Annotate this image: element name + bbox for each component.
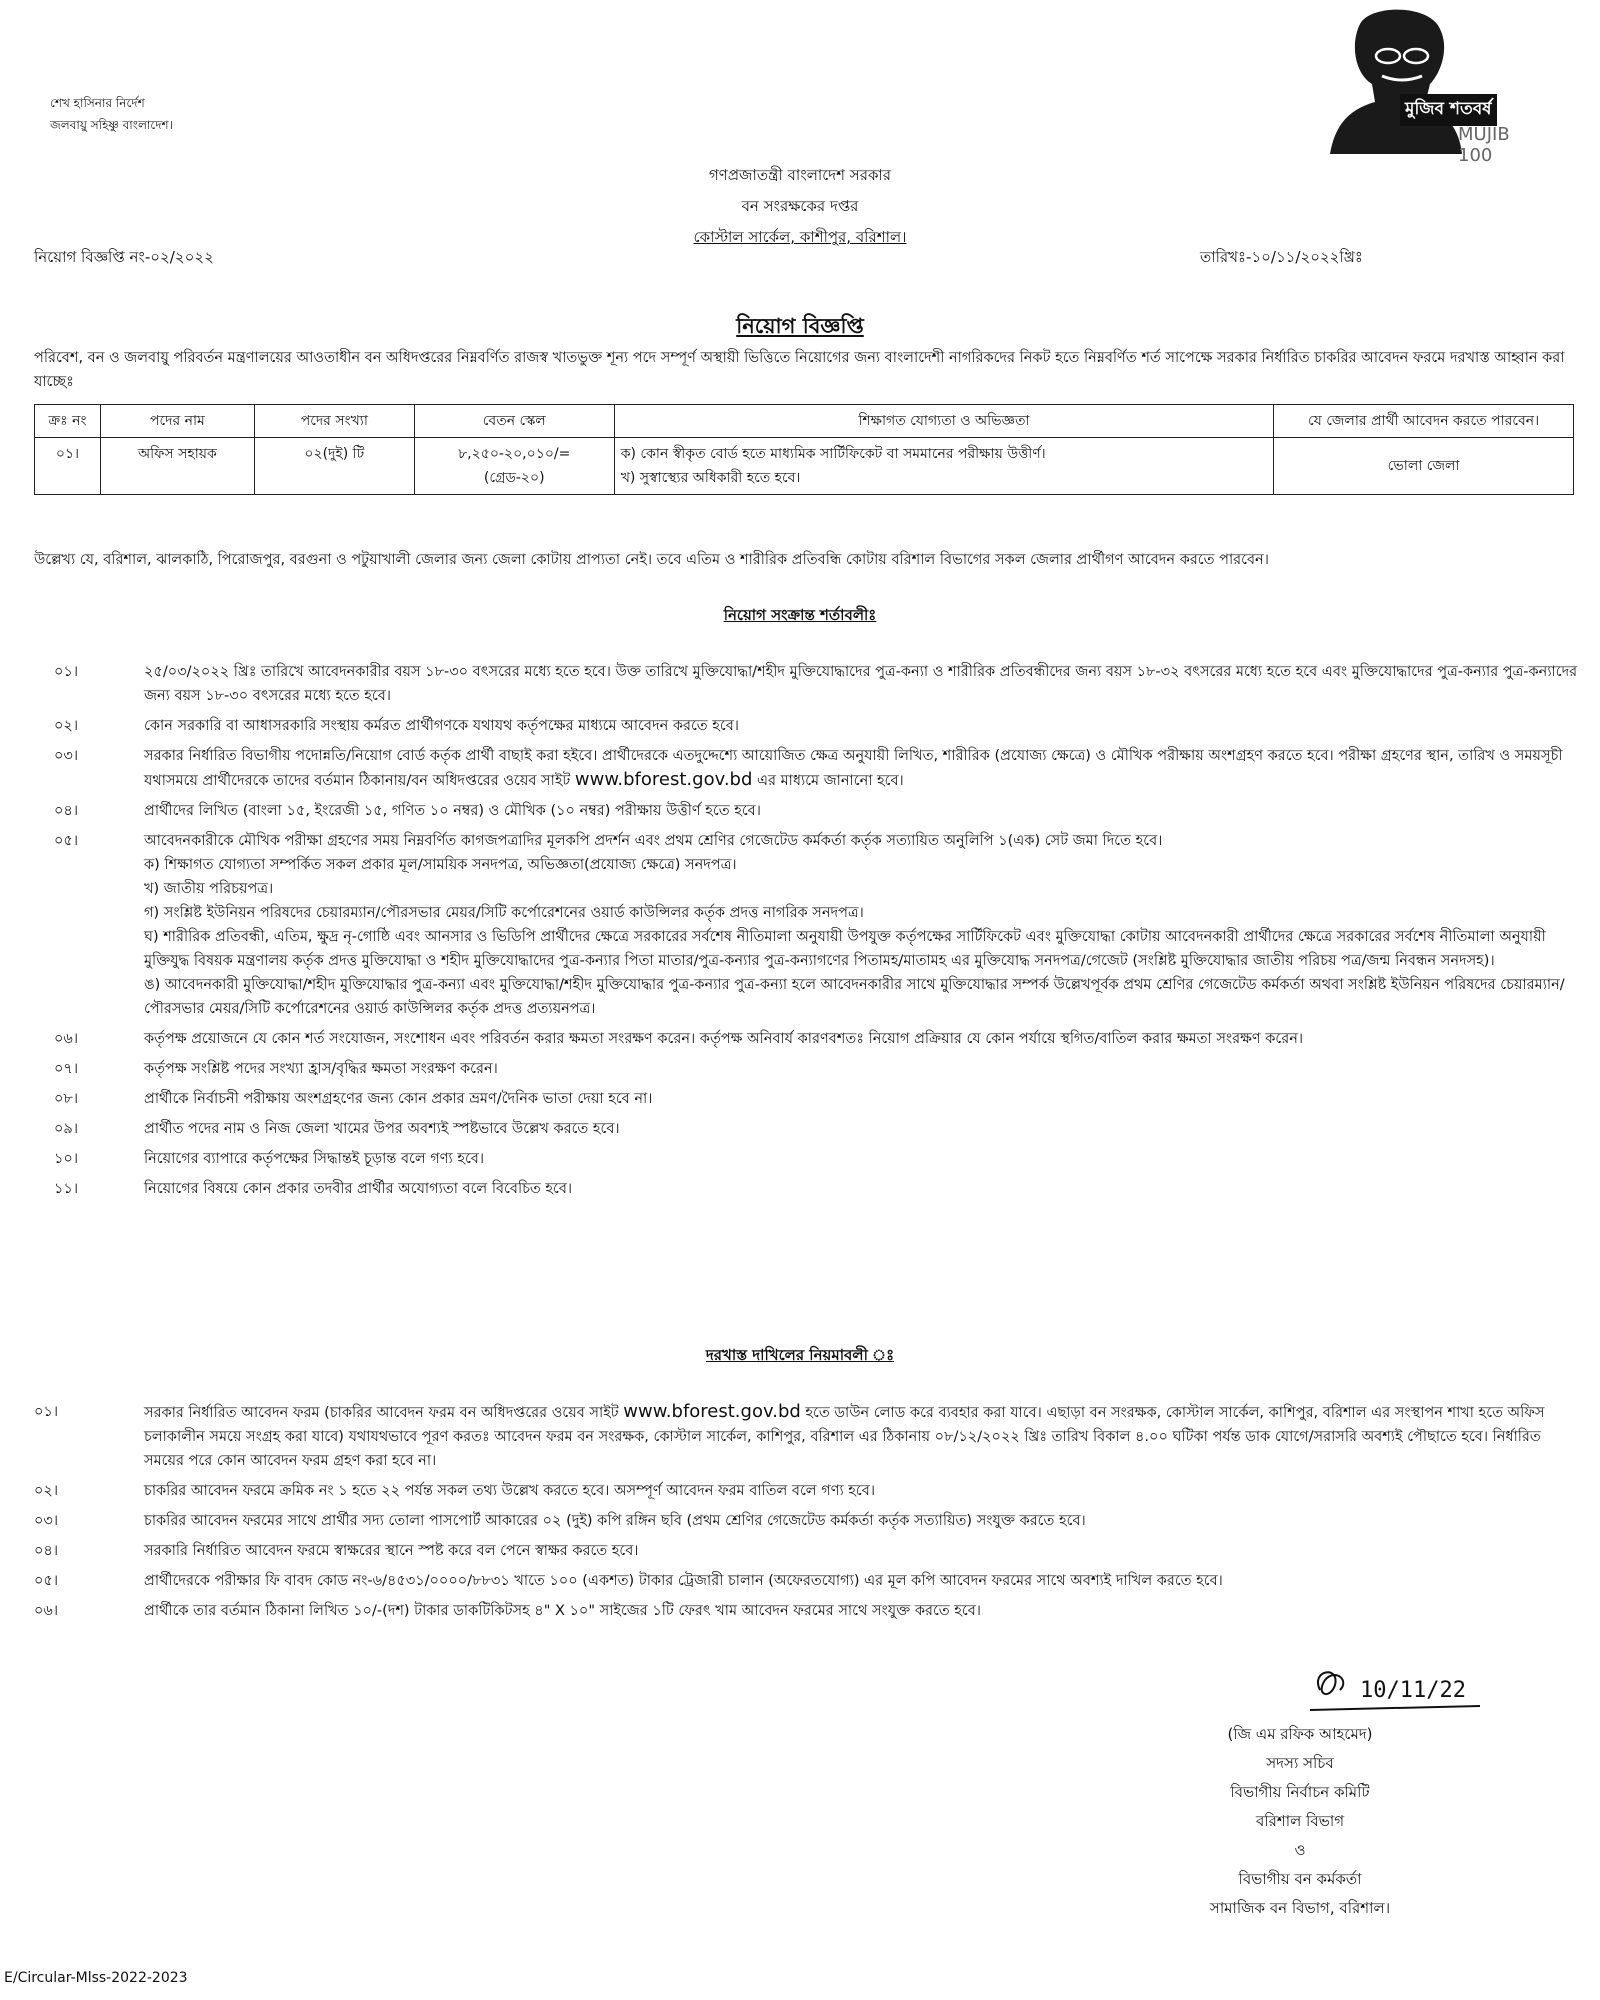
qualification-2: খ) সুস্বাস্থ্যের অধিকারী হতে হবে। bbox=[620, 470, 801, 486]
item-text: নিয়োগের ব্যাপারে কর্তৃপক্ষের সিদ্ধান্তই চূড়ান্ত বলে গণ্য হবে। bbox=[144, 1151, 485, 1167]
scale-amount: ৮,২৫০-২০,০১০/= bbox=[458, 446, 571, 462]
item-text bbox=[144, 829, 1584, 1021]
cell-scale bbox=[414, 438, 614, 495]
list-item bbox=[34, 660, 1584, 708]
website-link[interactable]: www.bforest.gov.bd bbox=[574, 769, 753, 790]
item-text: নিয়োগের বিষয়ে কোন প্রকার তদবীর প্রার্থীর অযোগ্যতা বলে বিবেচিত হবে। bbox=[144, 1181, 573, 1197]
item-number: ০৬। bbox=[34, 1603, 59, 1619]
sub-item: খ) জাতীয় পরিচয়পত্র। bbox=[144, 881, 274, 897]
item-text-part-a: সরকার নির্ধারিত বিভাগীয় পদোন্নতি/নিয়োগ বোর্ড কর্তৃক প্রার্থী বাছাই করা হইবে। প্রার্থীদেরকে এতদুদ্দেশ্যে আয়োজিত ক্ষেত্র অনুযায়ী লিখিত, শারীরিক (প্রযোজ্য ক্ষেত্রে) ও মৌখিক পরীক্ষায় অংশগ্রহণ করতে হবে। পরীক্ষা গ্রহণের স্থান, তারিখ ও সময়সূচী যথাসময়ে প্রার্থীদেরকে তাদের বর্তমান ঠিকানায়/বন অধিদপ্তরের ওয়েব সাইট bbox=[144, 748, 1563, 789]
signatory-name: (জি এম রফিক আহমেদ) bbox=[1227, 1725, 1373, 1743]
cell-post: অফিস সহায়ক bbox=[100, 438, 254, 495]
conditions-title: নিয়োগ সংক্রান্ত শর্তাবলীঃ bbox=[723, 606, 877, 624]
conditions-list bbox=[34, 660, 1584, 1201]
item-text: কর্তৃপক্ষ সংশ্লিষ্ট পদের সংখ্যা হ্রাস/বৃদ্ধির ক্ষমতা সংরক্ষণ করেন। bbox=[144, 1061, 498, 1077]
rules-list bbox=[34, 1400, 1584, 1623]
cell-qualification bbox=[614, 438, 1273, 495]
list-item bbox=[34, 829, 1584, 1021]
item-text-part-b: এর মাধ্যমে জানানো হবে। bbox=[757, 773, 904, 789]
item-number: ০৪। bbox=[54, 803, 79, 819]
item-text: প্রার্থীকে নির্বাচনী পরীক্ষায় অংশগ্রহণের জন্য কোন প্রকার ভ্রমণ/দৈনিক ভাতা দেয়া হবে না। bbox=[144, 1091, 653, 1107]
item-text-part-a: সরকার নির্ধারিত আবেদন ফরম (চাকরির আবেদন ফরম বন অধিদপ্তরের ওয়েব সাইট bbox=[144, 1405, 619, 1421]
list-item bbox=[34, 1569, 1584, 1593]
cell-count: ০২(দুই) টি bbox=[254, 438, 414, 495]
item-text: প্রার্থীদেরকে পরীক্ষার ফি বাবদ কোড নং-৬/৪৫৩১/০০০০/৮৮৩১ খাতে ১০০ (একশত) টাকার ট্রেজারী চালান (অফেরতযোগ্য) এর মূল কপি আবেদন ফরমের সাথে অবশ্যই দাখিল করতে হবে। bbox=[144, 1573, 1223, 1589]
list-item bbox=[34, 1087, 1584, 1111]
item-number: ০৫। bbox=[34, 1573, 59, 1589]
item-text: চাকরির আবেদন ফরমের সাথে প্রার্থীর সদ্য তোলা পাসপোর্ট আকারের ০২ (দুই) কপি রঙ্গিন ছবি (প্রথম শ্রেণির গেজেটেড কর্মকর্তা কর্তৃক সত্যায়িত) সংযুক্ত করতে হবে। bbox=[144, 1513, 1086, 1529]
cell-district: ভোলা জেলা bbox=[1274, 438, 1574, 495]
item-text: কর্তৃপক্ষ প্রয়োজনে যে কোন শর্ত সংযোজন, সংশোধন এবং পরিবর্তন করার ক্ষমতা সংরক্ষণ করেন। কর্তৃপক্ষ অনিবার্য কারণবশতঃ নিয়োগ প্রক্রিয়ার যে কোন পর্যায়ে স্থগিত/বাতিল করার ক্ষমতা সংরক্ষণ করেন। bbox=[144, 1031, 1304, 1047]
item-text: চাকরির আবেদন ফরমে ক্রমিক নং ১ হতে ২২ পর্যন্ত সকল তথ্য উল্লেখ করতে হবে। অসম্পূর্ণ আবেদন ফরম বাতিল বলে গণ্য হবে। bbox=[144, 1483, 876, 1499]
logo-text-en: MUJIB 100 bbox=[1458, 124, 1510, 166]
quota-note: উল্লেখ্য যে, বরিশাল, ঝালকাঠি, পিরোজপুর, বরগুনা ও পটুয়াখালী জেলার জন্য জেলা কোটায় প্রাপ্যতা নেই। তবে এতিম ও শারীরিক প্রতিবন্ধি কোটায় বরিশাল বিভাগের সকল জেলার প্রার্থীগণ আবেদন করতে পারবেন। bbox=[34, 552, 1269, 568]
item-text: প্রার্থীত পদের নাম ও নিজ জেলা খামের উপর অবশ্যই স্পষ্টভাবে উল্লেখ করতে হবে। bbox=[144, 1121, 620, 1137]
notice-title: নিয়োগ বিজ্ঞপ্তি bbox=[736, 314, 864, 338]
qualification-1: ক) কোন স্বীকৃত বোর্ড হতে মাধ্যমিক সার্টিফিকেট বা সমমানের পরীক্ষায় উত্তীর্ণ। bbox=[620, 446, 1046, 462]
item-text: কোন সরকারি বা আধাসরকারি সংস্থায় কর্মরত প্রার্থীগণকে যথাযথ কর্তৃপক্ষের মাধ্যমে আবেদন করতে হবে। bbox=[144, 718, 739, 734]
col-header-district: যে জেলার প্রার্থী আবেদন করতে পারবেন। bbox=[1274, 405, 1574, 438]
sub-item: ঙ) আবেদনকারী মুক্তিযোদ্ধা/শহীদ মুক্তিযোদ্ধার পুত্র-কন্যা এবং মুক্তিযোদ্ধা/শহীদ মুক্তিযোদ্ধার পুত্র-কন্যার পুত্র-কন্যা হলে আবেদনকারীর সাথে মুক্তিযোদ্ধার সম্পর্ক উল্লেখপূর্বক প্রথম শ্রেণির গেজেটেড কর্মকর্তা অথবা সংশ্লিষ্ট ইউনিয়ন পরিষদের চেয়ারম্যান/পৌরসভার মেয়র/সিটি কর্পোরেশনের ওয়ার্ড কাউন্সিলর কর্তৃক প্রদত্ত প্রত্যয়নপত্র। bbox=[144, 977, 1565, 1017]
scale-grade: (গ্রেড-২০) bbox=[483, 470, 545, 486]
col-header-post: পদের নাম bbox=[100, 405, 254, 438]
item-number: ০৩। bbox=[34, 1513, 59, 1529]
list-item bbox=[34, 744, 1584, 793]
list-item bbox=[34, 1027, 1584, 1051]
signatory-title-3: বরিশাল বিভাগ bbox=[1255, 1812, 1345, 1830]
signatory-and: ও bbox=[1294, 1841, 1306, 1859]
intro-paragraph: পরিবেশ, বন ও জলবায়ু পরিবর্তন মন্ত্রণালয়ের আওতাধীন বন অধিদপ্তরের নিম্নবর্ণিত রাজস্ব খাতভুক্ত শূন্য পদে সম্পূর্ণ অস্থায়ী ভিত্তিতে নিয়োগের জন্য বাংলাদেশী নাগরিকদের নিকট হতে নিম্নবর্ণিত শর্ত সাপেক্ষে সরকার নির্ধারিত চাকরির আবেদন ফরমে দরখাস্ত আহ্বান করা যাচ্ছেঃ bbox=[34, 350, 1565, 390]
notice-date: তারিখঃ-১০/১১/২০২২খ্রিঃ bbox=[1200, 248, 1363, 266]
item-number: ০৭। bbox=[54, 1061, 79, 1077]
header-office: বন সংরক্ষকের দপ্তর bbox=[741, 197, 859, 215]
item-number: ০৩। bbox=[54, 748, 79, 764]
sub-item: ক) শিক্ষাগত যোগ্যতা সম্পর্কিত সকল প্রকার মূল/সাময়িক সনদপত্র, অভিজ্ঞতা(প্রযোজ্য ক্ষেত্রে) সনদপত্র। bbox=[144, 857, 737, 873]
item-number: ০১। bbox=[34, 1404, 59, 1420]
table-row bbox=[35, 438, 1574, 495]
list-item bbox=[34, 1147, 1584, 1171]
table-header-row bbox=[35, 405, 1574, 438]
signatory-title-2: বিভাগীয় নির্বাচন কমিটি bbox=[1230, 1783, 1370, 1801]
mujib-100-logo bbox=[1290, 4, 1520, 166]
list-item bbox=[34, 1117, 1584, 1141]
list-item bbox=[34, 799, 1584, 823]
rules-title: দরখাস্ত দাখিলের নিয়মাবলী ঃ bbox=[705, 1346, 895, 1364]
posts-table bbox=[34, 404, 1574, 495]
item-text-part-b: হতে ডাউন লোড করে ব্যবহার করা যাবে। এছাড়া বন সংরক্ষক, কোস্টাল সার্কেল, কাশিপুর, বরিশাল এর সংস্থাপন শাখা হতে অফিস চলাকালীন সময়ে সংগ্রহ করা যাবে) যথাযথভাবে পূরণ করতঃ আবেদন ফরম বন সংরক্ষক, কোস্টাল সার্কেল, কাশিপুর, বরিশাল এর ঠিকানায় ০৮/১২/২০২২ খ্রিঃ তারিখ বিকাল ৪.০০ ঘটিকা পর্যন্ত ডাক যোগে/সরাসরি অবশ্যই পৌছাতে হবে। নির্ধারিত সময়ের পরে কোন আবেদন ফরম গ্রহণ করা হবে না। bbox=[144, 1405, 1545, 1469]
cell-serial: ০১। bbox=[35, 438, 101, 495]
list-item bbox=[34, 1177, 1584, 1201]
item-text: সরকারি নির্ধারিত আবেদন ফরমে স্বাক্ষরের স্থানে স্পষ্ট করে বল পেনে স্বাক্ষর করতে হবে। bbox=[144, 1543, 639, 1559]
list-item bbox=[34, 1539, 1584, 1563]
item-text: ২৫/০৩/২০২২ খ্রিঃ তারিখে আবেদনকারীর বয়স ১৮-৩০ বৎসরের মধ্যে হতে হবে। উক্ত তারিখে মুক্তিযোদ্ধা/শহীদ মুক্তিযোদ্ধাদের পুত্র-কন্যা ও শারীরিক প্রতিবন্ধীদের জন্য বয়স ১৮-৩২ বৎসরের মধ্যে হতে হবে এবং মুক্তিযোদ্ধাদের পুত্র-কন্যার পুত্র-কন্যাদের জন্য বয়স ১৮-৩০ বৎসরের মধ্যে হতে হবে। bbox=[144, 664, 1578, 704]
item-number: ০২। bbox=[34, 1483, 59, 1499]
signatory-title-5: সামাজিক বন বিভাগ, বরিশাল। bbox=[1209, 1899, 1391, 1917]
header-government: গণপ্রজাতন্ত্রী বাংলাদেশ সরকার bbox=[708, 166, 892, 184]
col-header-count: পদের সংখ্যা bbox=[254, 405, 414, 438]
item-number: ০২। bbox=[54, 718, 79, 734]
list-item bbox=[34, 1057, 1584, 1081]
item-number: ০৬। bbox=[54, 1031, 79, 1047]
item-text: প্রার্থীদের লিখিত (বাংলা ১৫, ইংরেজী ১৫, গণিত ১০ নম্বর) ও মৌখিক (১০ নম্বর) পরীক্ষায় উত্তীর্ণ হতে হবে। bbox=[144, 803, 761, 819]
signature-mark bbox=[1300, 1660, 1490, 1724]
item-number: ১১। bbox=[54, 1181, 79, 1197]
item-number: ০৯। bbox=[54, 1121, 79, 1137]
footer-code: E/Circular-Mlss-2022-2023 bbox=[4, 1970, 188, 1986]
col-header-scale: বেতন স্কেল bbox=[414, 405, 614, 438]
list-item bbox=[34, 1400, 1584, 1473]
item-text-main: আবেদনকারীকে মৌখিক পরীক্ষা গ্রহণের সময় নিম্নবর্ণিত কাগজপত্রাদির মূলকপি প্রদর্শন এবং প্রথম শ্রেণির গেজেটেড কর্মকর্তা কর্তৃক সত্যায়িত অনুলিপি ১(এক) সেট জমা দিতে হবে। bbox=[144, 833, 1163, 849]
signatory-title-1: সদস্য সচিব bbox=[1266, 1754, 1334, 1772]
list-item bbox=[34, 1509, 1584, 1533]
item-number: ০১। bbox=[54, 664, 79, 680]
signatory-title-4: বিভাগীয় বন কর্মকর্তা bbox=[1238, 1870, 1362, 1888]
reference-number: নিয়োগ বিজ্ঞপ্তি নং-০২/২০২২ bbox=[34, 248, 214, 266]
item-text bbox=[144, 744, 1584, 793]
col-header-serial: ক্রঃ নং bbox=[35, 405, 101, 438]
logo-text-bn: মুজিব শতবর্ষ bbox=[1400, 94, 1497, 126]
list-item bbox=[34, 714, 1584, 738]
item-number: ১০। bbox=[54, 1151, 79, 1167]
item-number: ০৪। bbox=[34, 1543, 59, 1559]
sub-item: গ) সংশ্লিষ্ট ইউনিয়ন পরিষদের চেয়ারম্যান/পৌরসভার মেয়র/সিটি কর্পোরেশনের ওয়ার্ড কাউন্সিলর কর্তৃক প্রদত্ত নাগরিক সনদপত্র। bbox=[144, 905, 864, 921]
header-address: কোস্টাল সার্কেল, কাশীপুর, বরিশাল। bbox=[693, 228, 907, 246]
item-number: ০৮। bbox=[54, 1091, 79, 1107]
item-text bbox=[144, 1400, 1584, 1473]
item-number: ০৫। bbox=[54, 833, 79, 849]
list-item bbox=[34, 1599, 1584, 1623]
sub-item: ঘ) শারীরিক প্রতিবন্ধী, এতিম, ক্ষুদ্র নৃ-গোষ্ঠি এবং আনসার ও ভিডিপি প্রার্থীদের ক্ষেত্রে সরকারের সর্বশেষ নীতিমালা অনুযায়ী উপযুক্ত কর্তৃপক্ষের সার্টিফিকেট এবং মুক্তিযোদ্ধা কোটায় আবেদনকারী প্রার্থীদের ক্ষেত্রে সরকারের সর্বশেষ নীতিমালা অনুযায়ী মুক্তিযুদ্ধ বিষয়ক মন্ত্রণালয় কর্তৃক প্রদত্ত মুক্তিযোদ্ধা ও শহীদ মুক্তিযোদ্ধাদের পুত্র-কন্যার পিতা মাতার/পুত্র-কন্যার পুত্র-কন্যাগণের পিতামহ/মাতামহ এর মুক্তিযোদ্ধ সনদপত্র/গেজেট (সংশ্লিষ্ট মুক্তিযোদ্ধার জাতীয় পরিচয় পত্র/জন্ম নিবন্ধন সনদসহ)। bbox=[144, 929, 1546, 969]
item-text: প্রার্থীকে তার বর্তমান ঠিকানা লিখিত ১০/-(দশ) টাকার ডাকটিকিটসহ ৪" X ১০" সাইজের ১টি ফেরৎ খাম আবেদন ফরমের সাথে সংযুক্ত করতে হবে। bbox=[144, 1603, 981, 1619]
slogan-line-2: জলবায়ু সহিষ্ণু বাংলাদেশ। bbox=[50, 118, 173, 132]
signatory-block bbox=[1140, 1720, 1460, 1923]
slogan bbox=[50, 92, 173, 136]
office-header bbox=[0, 160, 1600, 253]
list-item bbox=[34, 1479, 1584, 1503]
col-header-qualification: শিক্ষাগত যোগ্যতা ও অভিজ্ঞতা bbox=[614, 405, 1273, 438]
website-link[interactable]: www.bforest.gov.bd bbox=[623, 1401, 801, 1422]
signature-date: 10/11/22 bbox=[1360, 1678, 1466, 1703]
slogan-line-1: শেখ হাসিনার নির্দেশ bbox=[50, 96, 145, 110]
